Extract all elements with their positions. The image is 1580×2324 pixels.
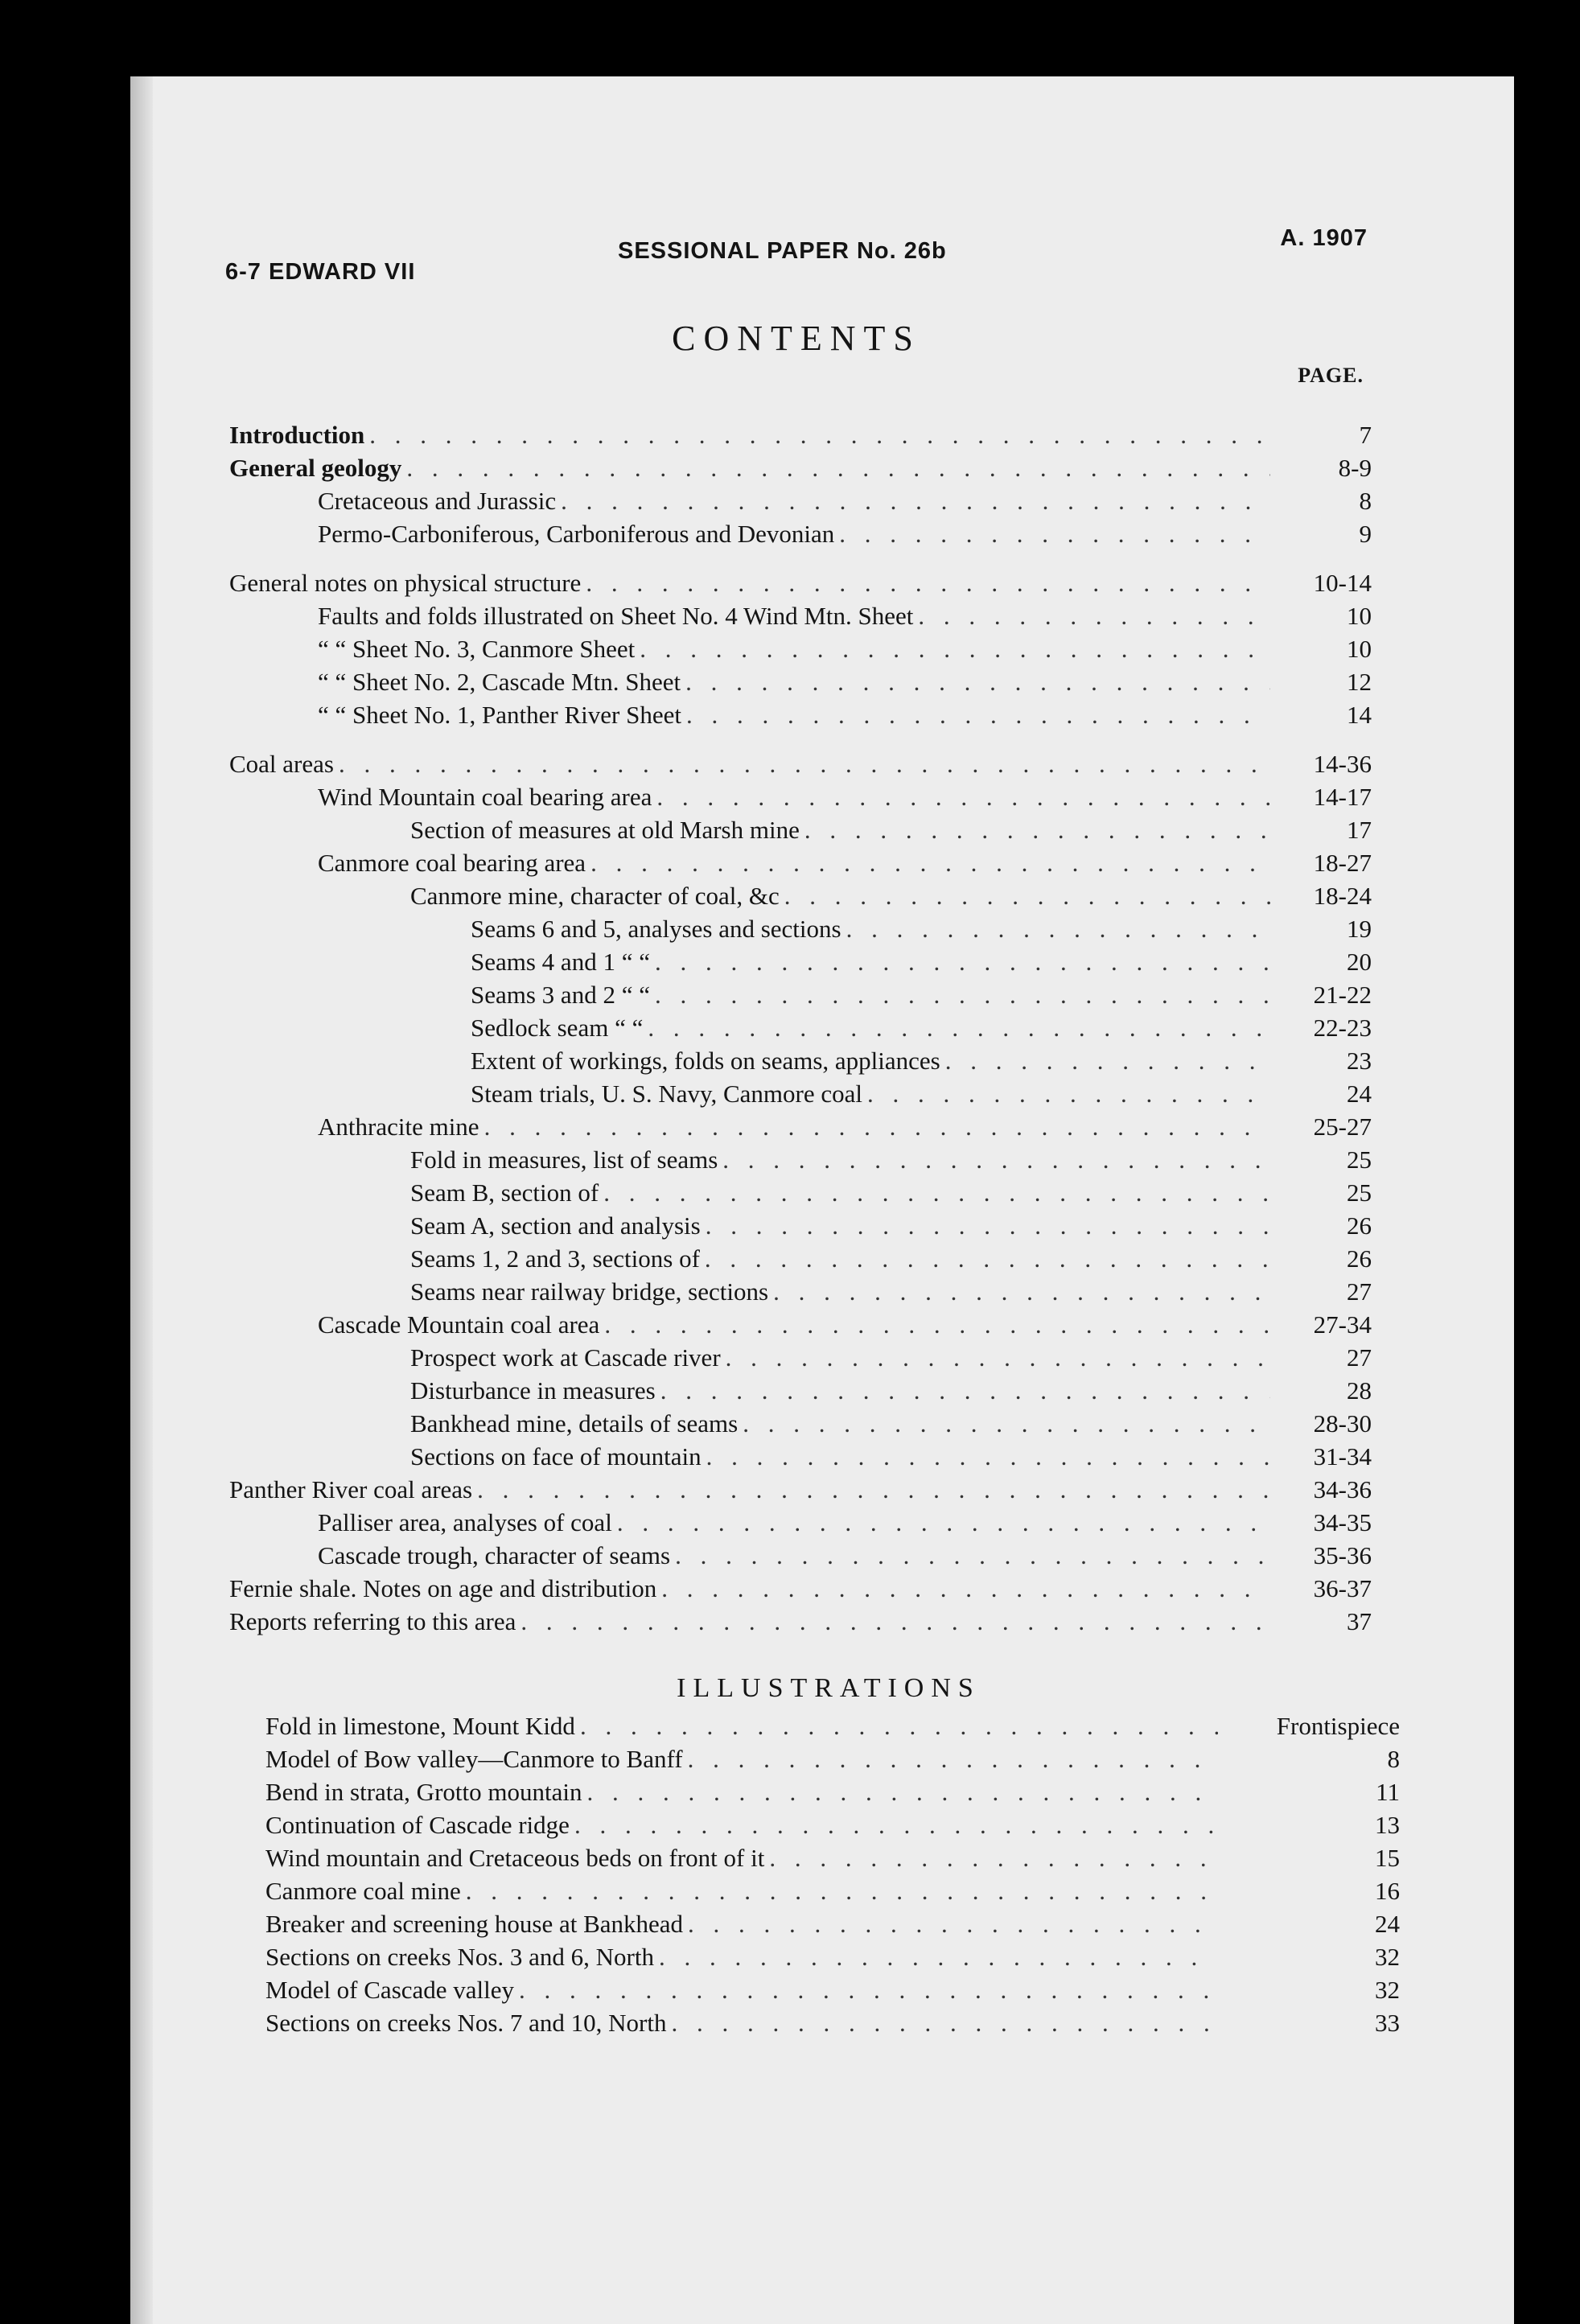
contents-entry-label: Permo-Carboniferous, Carboniferous and Devonian: [318, 520, 835, 548]
contents-entry-page-number: 23: [1347, 1047, 1372, 1075]
contents-entry-label: “ “ Sheet No. 2, Cascade Mtn. Sheet: [318, 668, 681, 696]
contents-entry-page-number: 18-24: [1313, 882, 1372, 910]
contents-entry-page-number: 25: [1347, 1146, 1372, 1174]
contents-entry-page-number: 27: [1347, 1277, 1372, 1306]
contents-entry-page-number: 8: [1359, 487, 1372, 515]
illustration-entry: [265, 1907, 1400, 1940]
contents-entry-label: Section of measures at old Marsh mine: [410, 816, 800, 844]
illustration-entry-label: Fold in limestone, Mount Kidd: [265, 1712, 575, 1740]
contents-entry-leader-dots: [686, 698, 1270, 731]
illustration-entry-label: Continuation of Cascade ridge: [265, 1811, 570, 1839]
header-right: A. 1907: [1280, 225, 1368, 251]
contents-entry-leader-dots: [839, 517, 1270, 550]
contents-entry-label: Cretaceous and Jurassic: [318, 487, 557, 515]
contents-entry: [229, 418, 1372, 451]
contents-entry-leader-dots: [918, 599, 1270, 632]
contents-entry-leader-dots: [706, 1209, 1270, 1242]
illustration-entry-page-number: 33: [1375, 2009, 1400, 2037]
illustration-entry: [265, 1874, 1400, 1907]
contents-entry-page-number: 36-37: [1313, 1574, 1372, 1602]
contents-entry: [229, 1308, 1372, 1341]
contents-entry-page-number: 12: [1347, 668, 1372, 696]
contents-entry-leader-dots: [590, 846, 1270, 879]
illustration-entry-page-number: 13: [1375, 1811, 1400, 1839]
contents-entry-leader-dots: [520, 1605, 1270, 1638]
contents-entry-leader-dots: [369, 418, 1270, 451]
contents-entry-leader-dots: [660, 1374, 1270, 1407]
header-left: 6-7 EDWARD VII: [225, 259, 416, 285]
contents-entry-page-number: 14-17: [1313, 783, 1372, 811]
contents-entry-leader-dots: [656, 780, 1270, 813]
contents-entry-leader-dots: [586, 566, 1270, 599]
contents-entry-label: Sections on face of mountain: [410, 1442, 702, 1470]
contents-entry-page-number: 14-36: [1313, 750, 1372, 778]
contents-entry-page-number: 27: [1347, 1343, 1372, 1372]
contents-entry-leader-dots: [743, 1407, 1270, 1440]
contents-entry-label: Reports referring to this area: [229, 1607, 516, 1635]
contents-entry: [229, 1110, 1372, 1143]
contents-entry-label: Anthracite mine: [318, 1113, 479, 1141]
contents-entry-label: Faults and folds illustrated on Sheet No. 4 Wind Mtn. Sheet: [318, 602, 914, 630]
contents-entry: [229, 1209, 1372, 1242]
contents-entry-leader-dots: [406, 451, 1270, 484]
contents-entry-label: Fold in measures, list of seams: [410, 1146, 718, 1174]
contents-entry-label: “ “ Sheet No. 1, Panther River Sheet: [318, 701, 681, 729]
contents-entry-label: General geology: [229, 454, 402, 482]
contents-entry-label: Steam trials, U. S. Navy, Canmore coal: [471, 1080, 862, 1108]
illustration-entry: [265, 2006, 1400, 2039]
illustration-entry-leader-dots: [672, 2006, 1219, 2039]
contents-entry: [229, 665, 1372, 698]
illustration-entry: [265, 1742, 1400, 1775]
illustration-entry-page-number: 16: [1375, 1877, 1400, 1905]
contents-entry-leader-dots: [655, 978, 1270, 1011]
contents-entry-page-number: 24: [1347, 1080, 1372, 1108]
illustration-entry: [265, 1973, 1400, 2006]
contents-entry-page-number: 17: [1347, 816, 1372, 844]
illustration-entry-leader-dots: [580, 1709, 1218, 1742]
contents-entry-leader-dots: [561, 484, 1270, 517]
illustration-entry-label: Bend in strata, Grotto mountain: [265, 1778, 582, 1806]
illustration-entry: [265, 1841, 1400, 1874]
contents-entry: [229, 780, 1372, 813]
contents-entry-page-number: 26: [1347, 1211, 1372, 1240]
illustration-entry-page-number: 32: [1375, 1976, 1400, 2004]
contents-entry-leader-dots: [655, 945, 1270, 978]
contents-entry-leader-dots: [604, 1308, 1270, 1341]
contents-entry-label: Cascade trough, character of seams: [318, 1541, 671, 1569]
contents-entry-page-number: 9: [1359, 520, 1372, 548]
contents-entry: [229, 945, 1372, 978]
contents-entry-label: Fernie shale. Notes on age and distribution: [229, 1574, 657, 1602]
contents-entry: [229, 978, 1372, 1011]
contents-entry: [229, 698, 1372, 731]
illustration-entry-label: Model of Bow valley—Canmore to Banff: [265, 1745, 683, 1773]
contents-entry: [229, 1077, 1372, 1110]
contents-entry-label: Canmore coal bearing area: [318, 849, 586, 877]
contents-entry: [229, 1011, 1372, 1044]
contents-entry-leader-dots: [675, 1539, 1270, 1572]
contents-entry-leader-dots: [706, 1440, 1270, 1473]
contents-entry: [229, 1374, 1372, 1407]
contents-entry: [229, 1539, 1372, 1572]
illustration-entry: [265, 1709, 1400, 1742]
contents-entry-label: General notes on physical structure: [229, 569, 582, 597]
contents-entry: [229, 1572, 1372, 1605]
contents-entry-page-number: 34-35: [1313, 1508, 1372, 1536]
illustrations-title: ILLUSTRATIONS: [677, 1673, 981, 1703]
contents-list: [229, 418, 1372, 1638]
illustration-entry-label: Sections on creeks Nos. 7 and 10, North: [265, 2009, 667, 2037]
illustration-entry-label: Breaker and screening house at Bankhead: [265, 1910, 684, 1938]
contents-entry: [229, 1341, 1372, 1374]
illustration-entry-leader-dots: [519, 1973, 1218, 2006]
contents-entry: [229, 1407, 1372, 1440]
contents-entry-page-number: 10-14: [1313, 569, 1372, 597]
contents-entry-page-number: 28: [1347, 1376, 1372, 1405]
contents-entry-page-number: 27-34: [1313, 1310, 1372, 1339]
running-header: [225, 216, 1368, 285]
contents-entry-page-number: 26: [1347, 1244, 1372, 1273]
contents-entry-page-number: 20: [1347, 948, 1372, 976]
contents-entry: [229, 1176, 1372, 1209]
contents-entry: [229, 912, 1372, 945]
contents-entry-leader-dots: [484, 1110, 1270, 1143]
contents-entry: [229, 1143, 1372, 1176]
illustration-entry-page-number: 11: [1376, 1778, 1400, 1806]
contents-entry: [229, 566, 1372, 599]
contents-entry-label: “ “ Sheet No. 3, Canmore Sheet: [318, 635, 636, 663]
contents-entry-page-number: 18-27: [1313, 849, 1372, 877]
contents-entry-page-number: 10: [1347, 635, 1372, 663]
contents-entry-page-number: 31-34: [1313, 1442, 1372, 1470]
contents-entry-label: Extent of workings, folds on seams, appliances: [471, 1047, 940, 1075]
contents-entry: [229, 1506, 1372, 1539]
illustration-entry-label: Sections on creeks Nos. 3 and 6, North: [265, 1943, 654, 1971]
contents-entry-label: Panther River coal areas: [229, 1475, 473, 1503]
header-center: SESSIONAL PAPER No. 26b: [618, 238, 947, 264]
contents-entry-leader-dots: [603, 1176, 1270, 1209]
illustration-entry-label: Canmore coal mine: [265, 1877, 461, 1905]
illustration-entry: [265, 1775, 1400, 1808]
illustration-entry-label: Wind mountain and Cretaceous beds on front of it: [265, 1844, 765, 1872]
contents-entry-label: Coal areas: [229, 750, 334, 778]
contents-entry: [229, 484, 1372, 517]
illustration-entry-label: Model of Cascade valley: [265, 1976, 515, 2004]
contents-entry-page-number: 25: [1347, 1178, 1372, 1207]
contents-entry-page-number: 14: [1347, 701, 1372, 729]
contents-entry-leader-dots: [784, 879, 1270, 912]
contents-entry-label: Sedlock seam “ “: [471, 1014, 644, 1042]
contents-entry-leader-dots: [945, 1044, 1270, 1077]
contents-entry: [229, 846, 1372, 879]
contents-entry-label: Cascade Mountain coal area: [318, 1310, 600, 1339]
contents-entry: [229, 451, 1372, 484]
contents-entry: [229, 1473, 1372, 1506]
contents-entry-page-number: 35-36: [1313, 1541, 1372, 1569]
contents-entry: [229, 517, 1372, 550]
contents-entry-leader-dots: [661, 1572, 1270, 1605]
contents-entry: [229, 632, 1372, 665]
contents-entry-page-number: 10: [1347, 602, 1372, 630]
contents-entry-label: Canmore mine, character of coal, &c: [410, 882, 780, 910]
illustration-entry-leader-dots: [659, 1940, 1218, 1973]
contents-entry: [229, 813, 1372, 846]
contents-entry: [229, 1242, 1372, 1275]
contents-entry-label: Disturbance in measures: [410, 1376, 656, 1405]
contents-entry-label: Wind Mountain coal bearing area: [318, 783, 652, 811]
contents-entry: [229, 1605, 1372, 1638]
contents-entry-leader-dots: [339, 747, 1270, 780]
contents-entry-label: Seam B, section of: [410, 1178, 599, 1207]
contents-entry-page-number: 28-30: [1313, 1409, 1372, 1438]
illustration-entry-page-number: Frontispiece: [1276, 1712, 1400, 1740]
contents-entry: [229, 879, 1372, 912]
contents-entry-leader-dots: [617, 1506, 1270, 1539]
illustration-entry-leader-dots: [574, 1808, 1218, 1841]
contents-entry: [229, 747, 1372, 780]
illustration-entry-page-number: 32: [1375, 1943, 1400, 1971]
contents-entry-label: Bankhead mine, details of seams: [410, 1409, 739, 1438]
contents-entry-leader-dots: [705, 1242, 1270, 1275]
contents-entry-page-number: 22-23: [1313, 1014, 1372, 1042]
contents-entry-leader-dots: [726, 1341, 1270, 1374]
contents-entry-label: Seams near railway bridge, sections: [410, 1277, 769, 1306]
contents-entry-page-number: 8-9: [1338, 454, 1372, 482]
contents-entry-page-number: 19: [1347, 915, 1372, 943]
contents-entry-label: Seams 4 and 1 “ “: [471, 948, 650, 976]
contents-entry-label: Palliser area, analyses of coal: [318, 1508, 612, 1536]
contents-entry-page-number: 34-36: [1313, 1475, 1372, 1503]
illustration-entry-leader-dots: [466, 1874, 1218, 1907]
contents-entry-label: Seams 6 and 5, analyses and sections: [471, 915, 841, 943]
contents-entry-label: Seam A, section and analysis: [410, 1211, 701, 1240]
page-title: CONTENTS: [672, 319, 921, 358]
contents-entry-leader-dots: [846, 912, 1270, 945]
contents-entry-leader-dots: [640, 632, 1270, 665]
illustration-entry: [265, 1808, 1400, 1841]
contents-entry-leader-dots: [722, 1143, 1270, 1176]
contents-entry-leader-dots: [648, 1011, 1270, 1044]
contents-entry-leader-dots: [685, 665, 1270, 698]
illustration-entry-page-number: 8: [1387, 1745, 1400, 1773]
contents-entry-label: Seams 1, 2 and 3, sections of: [410, 1244, 700, 1273]
contents-entry-label: Prospect work at Cascade river: [410, 1343, 721, 1372]
contents-entry-label: Introduction: [229, 421, 365, 449]
illustration-entry-leader-dots: [586, 1775, 1218, 1808]
illustration-entry-page-number: 24: [1375, 1910, 1400, 1938]
page-spine-shadow: [130, 76, 153, 2324]
contents-entry: [229, 599, 1372, 632]
contents-entry-leader-dots: [477, 1473, 1270, 1506]
contents-entry: [229, 1275, 1372, 1308]
contents-entry-page-number: 21-22: [1313, 981, 1372, 1009]
contents-entry: [229, 1440, 1372, 1473]
contents-entry-leader-dots: [804, 813, 1270, 846]
illustration-entry-leader-dots: [688, 1742, 1218, 1775]
contents-entry-label: Seams 3 and 2 “ “: [471, 981, 650, 1009]
contents-entry-leader-dots: [773, 1275, 1270, 1308]
contents-entry-page-number: 37: [1347, 1607, 1372, 1635]
contents-entry-page-number: 7: [1359, 421, 1372, 449]
contents-entry-leader-dots: [867, 1077, 1270, 1110]
illustration-entry: [265, 1940, 1400, 1973]
page-column-label: PAGE.: [1298, 364, 1364, 387]
illustration-entry-leader-dots: [688, 1907, 1218, 1940]
illustration-entry-leader-dots: [769, 1841, 1218, 1874]
illustrations-list: [265, 1709, 1400, 2039]
contents-entry-page-number: 25-27: [1313, 1113, 1372, 1141]
contents-entry: [229, 1044, 1372, 1077]
illustration-entry-page-number: 15: [1375, 1844, 1400, 1872]
